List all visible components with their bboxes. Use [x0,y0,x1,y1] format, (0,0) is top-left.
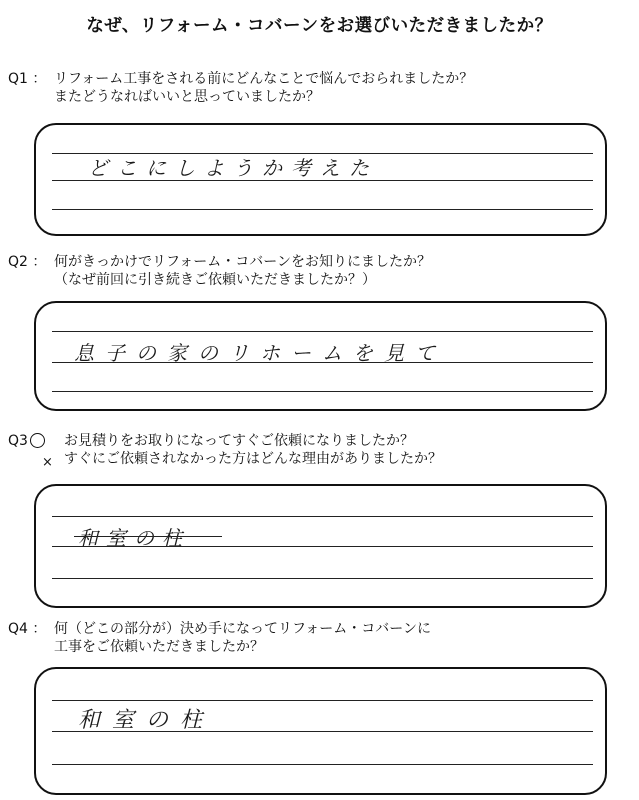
question-number: Q3 [8,432,64,450]
question-text-line2: （なぜ前回に引き続きご依頼いただきましたか？） [54,272,376,288]
answer-box-2 [34,301,607,411]
question-text-line2: すぐにご依頼されなかった方はどんな理由がありましたか？ [64,451,442,467]
writing-line [52,209,593,210]
strike-through [74,536,222,537]
question-1 [8,70,473,106]
question-number: Q4 ： [8,621,47,637]
writing-line [52,516,593,517]
handwritten-answer: 和室の柱 [78,526,190,550]
handwritten-answer: どこにしようか考えた [88,156,378,180]
question-number: Q2 ： [8,254,47,270]
question-4 [8,620,431,656]
writing-line [52,764,593,765]
question-text-line1: 何がきっかけでリフォーム・コバーンをお知りにましたか？ [54,254,432,270]
handwritten-answer: 息子の家のリホームを見て [74,341,446,365]
question-number: Q1 ： [8,71,47,87]
answer-box-1 [34,123,607,236]
answer-box-4 [34,667,607,795]
question-3 [8,432,442,468]
x-mark: × [42,455,53,470]
question-text-line1: 何（どこの部分が）決め手になってリフォーム・コバーンに [54,621,432,637]
writing-line [52,578,593,579]
answer-box-3 [34,484,607,608]
writing-line [52,331,593,332]
page-title: なぜ、リフォーム・コバーンをお選びいただきましたか？ [86,16,553,36]
question-text-line2: 工事をご依頼いただきましたか？ [54,639,264,655]
question-text-line1: お見積りをお取りになってすぐご依頼になりましたか？ [64,433,414,449]
writing-line [52,700,593,701]
question-text-line2: またどうなればいいと思っていましたか？ [54,89,320,105]
question-text-line1: リフォーム工事をされる前にどんなことで悩んでおられましたか？ [54,71,474,87]
circle-mark [30,433,45,448]
writing-line [52,391,593,392]
question-2 [8,253,431,289]
handwritten-answer: 和室の柱 [78,708,215,733]
